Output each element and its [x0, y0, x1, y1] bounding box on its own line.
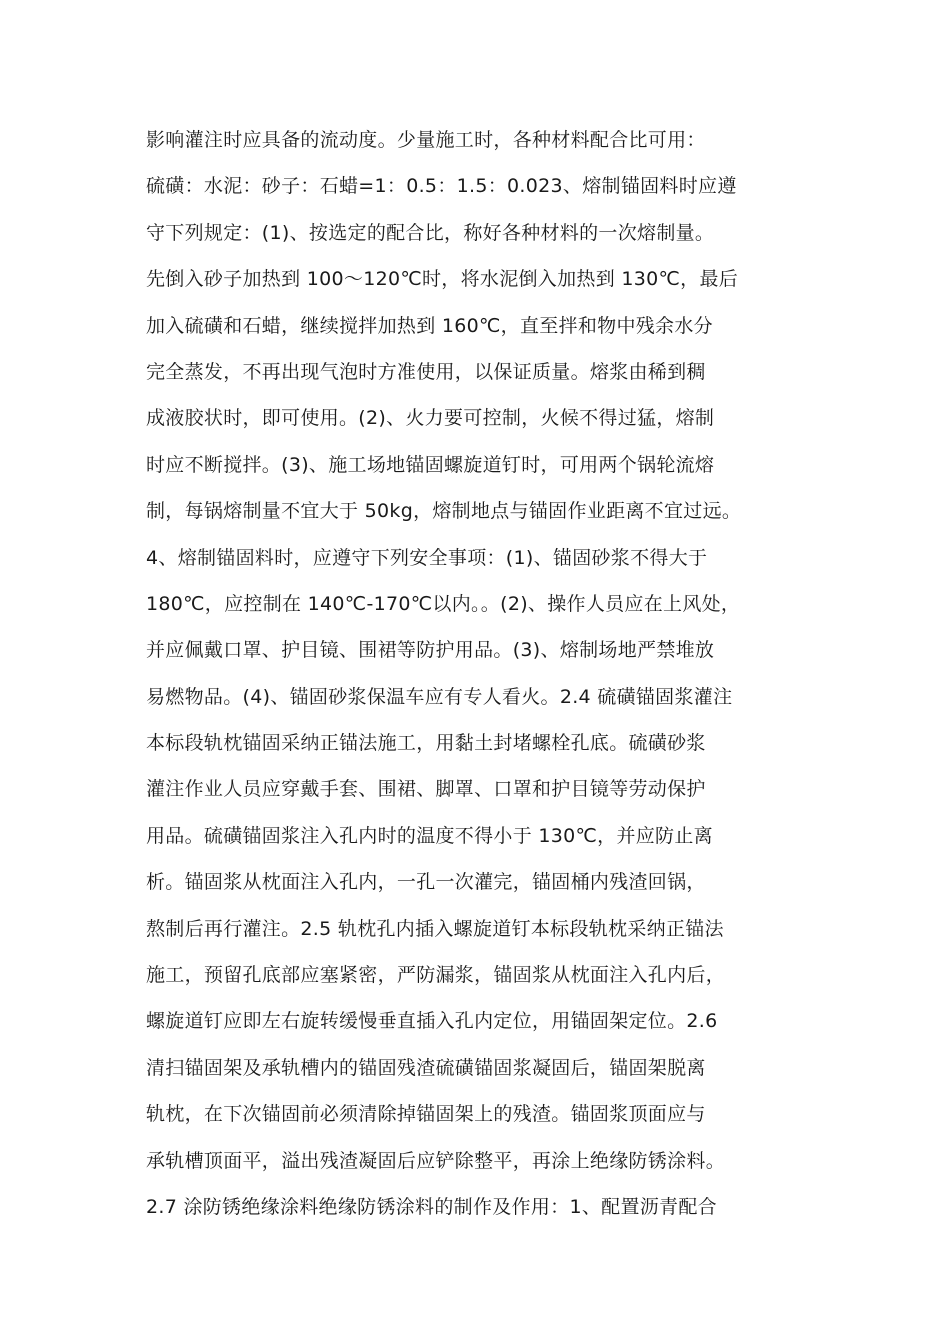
- text-line: 并应佩戴口罩、护目镜、围裙等防护用品。(3)、熔制场地严禁堆放: [146, 639, 715, 662]
- text-line: 轨枕，在下次锚固前必须清除掉锚固架上的残渣。锚固浆顶面应与: [146, 1103, 706, 1126]
- text-line: 180℃，应控制在 140℃-170℃以内。。(2)、操作人员应在上风处，: [146, 592, 741, 615]
- text-line: 用品。硫磺锚固浆注入孔内时的温度不得小于 130℃，并应防止离: [146, 824, 713, 847]
- text-line: 2.7 涂防锈绝缘涂料绝缘防锈涂料的制作及作用：1、配置沥青配合: [146, 1195, 717, 1218]
- text-line: 守下列规定：(1)、按选定的配合比，称好各种材料的一次熔制量。: [146, 221, 715, 244]
- text-line: 先倒入砂子加热到 100～120℃时，将水泥倒入加热到 130℃，最后: [146, 268, 739, 291]
- text-line: 易燃物品。(4)、锚固砂浆保温车应有专人看火。2.4 硫磺锚固浆灌注: [146, 685, 733, 708]
- text-line: 熬制后再行灌注。2.5 轨枕孔内插入螺旋道钉本标段轨枕采纳正锚法: [146, 917, 724, 940]
- text-line: 本标段轨枕锚固采纳正锚法施工，用黏土封堵螺栓孔底。硫磺砂浆: [146, 732, 706, 755]
- text-line: 制，每锅熔制量不宜大于 50kg，熔制地点与锚固作业距离不宜过远。: [146, 500, 742, 523]
- text-line: 完全蒸发，不再出现气泡时方准使用，以保证质量。熔浆由稀到稠: [146, 360, 706, 383]
- text-line: 承轨槽顶面平，溢出残渣凝固后应铲除整平，再涂上绝缘防锈涂料。: [146, 1149, 726, 1172]
- text-line: 成液胶状时，即可使用。(2)、火力要可控制，火候不得过猛，熔制: [146, 407, 715, 430]
- text-line: 螺旋道钉应即左右旋转缓慢垂直插入孔内定位，用锚固架定位。2.6: [146, 1010, 718, 1033]
- text-line: 硫磺：水泥：砂子：石蜡=1：0.5：1.5：0.023、熔制锚固料时应遵: [146, 175, 737, 198]
- text-line: 清扫锚固架及承轨槽内的锚固残渣硫磺锚固浆凝固后，锚固架脱离: [146, 1056, 706, 1079]
- text-line: 影响灌注时应具备的流动度。少量施工时，各种材料配合比可用：: [146, 129, 706, 151]
- text-line: 析。锚固浆从枕面注入孔内，一孔一次灌完，锚固桶内残渣回锅，: [146, 871, 706, 894]
- text-line: 加入硫磺和石蜡，继续搅拌加热到 160℃，直至拌和物中残余水分: [146, 314, 713, 337]
- body-text: [146, 117, 836, 1230]
- text-line: 灌注作业人员应穿戴手套、围裙、脚罩、口罩和护目镜等劳动保护: [146, 778, 706, 801]
- text-line: 时应不断搅拌。(3)、施工场地锚固螺旋道钉时，可用两个锅轮流熔: [146, 453, 715, 476]
- text-line: 4、熔制锚固料时，应遵守下列安全事项：(1)、锚固砂浆不得大于: [146, 546, 708, 569]
- text-line: 施工，预留孔底部应塞紧密，严防漏浆，锚固浆从枕面注入孔内后，: [146, 964, 726, 987]
